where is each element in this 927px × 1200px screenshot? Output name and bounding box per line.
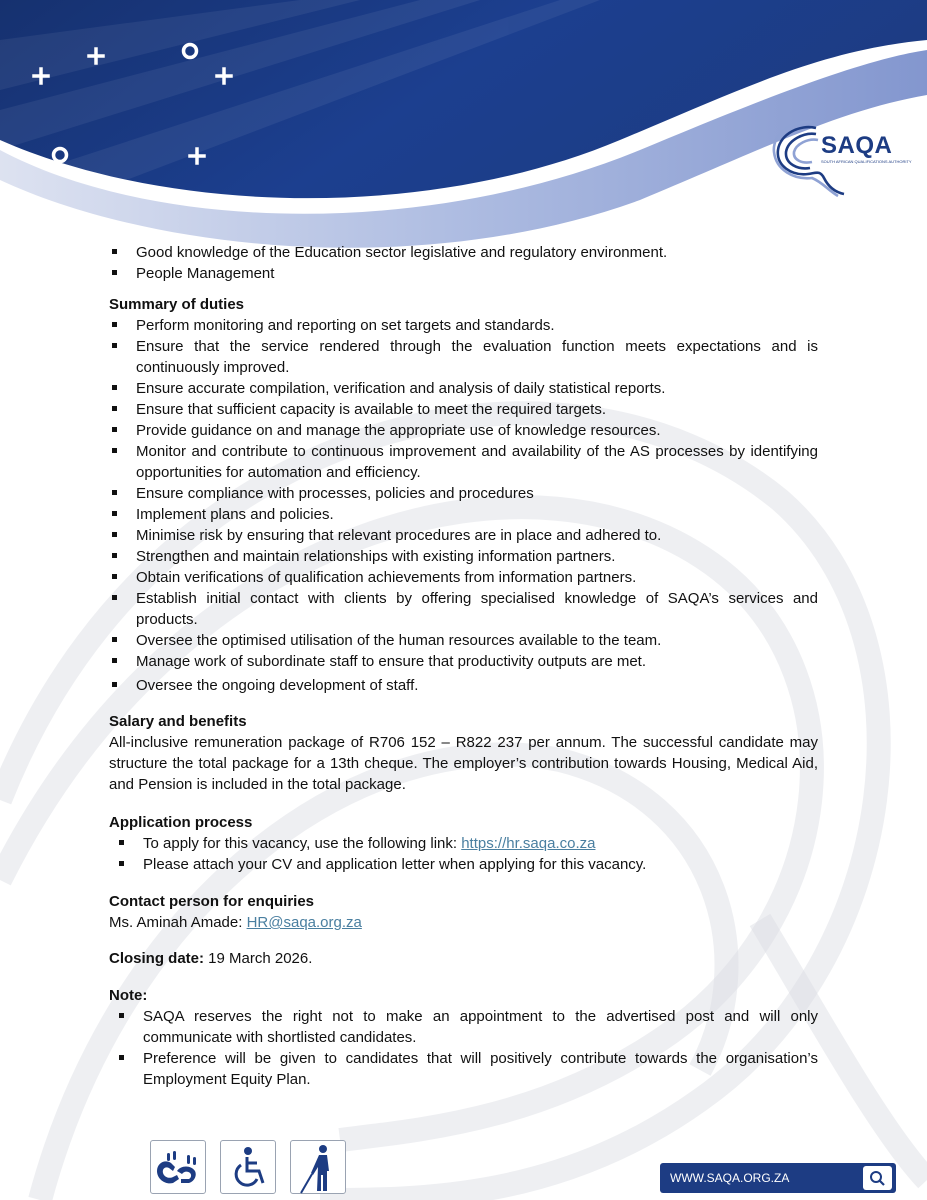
- list-item: Establish initial contact with clients by offering specialised knowledge of SAQA’s services and products.: [109, 588, 818, 630]
- list-item: Oversee the ongoing development of staff.: [109, 675, 818, 696]
- duties-list: [109, 315, 818, 696]
- contact-title: Contact person for enquiries: [109, 893, 315, 910]
- list-item: Provide guidance on and manage the appropriate use of knowledge resources.: [109, 420, 818, 441]
- wheelchair-icon: [220, 1140, 276, 1194]
- search-icon: [863, 1166, 892, 1190]
- list-item: Ensure compliance with processes, policies and procedures: [109, 483, 818, 504]
- list-item: SAQA reserves the right not to make an appointment to the advertised post and will only communicate with shortlisted candidates.: [109, 1006, 818, 1048]
- contact-email-link[interactable]: HR@saqa.org.za: [246, 914, 362, 931]
- list-item: People Management: [109, 263, 818, 284]
- list-item: Ensure accurate compilation, verification and analysis of daily statistical reports.: [109, 378, 818, 399]
- list-item: Minimise risk by ensuring that relevant procedures are in place and adhered to.: [109, 525, 818, 546]
- apply-link[interactable]: https://hr.saqa.co.za: [461, 835, 596, 852]
- website-url-bar[interactable]: [660, 1163, 896, 1193]
- salary-text: All-inclusive remuneration package of R706 152 – R822 237 per annum. The successful candidate may structure the total package for a 13th cheque. The employer’s contribution towards Housing, Medical Aid, and Pension is included in the total package.: [109, 734, 818, 793]
- list-item: Perform monitoring and reporting on set targets and standards.: [109, 315, 818, 336]
- list-item: Good knowledge of the Education sector legislative and regulatory environment.: [109, 242, 818, 263]
- salary-title: Salary and benefits: [109, 713, 247, 730]
- list-item: Obtain verifications of qualification achievements from information partners.: [109, 567, 818, 588]
- search-button[interactable]: [863, 1166, 892, 1190]
- list-item: Manage work of subordinate staff to ensure that productivity outputs are met.: [109, 651, 818, 672]
- website-url: WWW.SAQA.ORG.ZA: [670, 1171, 790, 1185]
- note-list: [109, 1006, 818, 1090]
- list-item: [109, 833, 818, 854]
- list-item: Oversee the optimised utilisation of the human resources available to the team.: [109, 630, 818, 651]
- application-title: Application process: [109, 814, 253, 831]
- logo-text: SAQA: [821, 132, 893, 159]
- contact-line: [109, 912, 818, 933]
- vacancy-content: [109, 242, 818, 1090]
- sign-language-icon: [150, 1140, 206, 1194]
- closing-date: [109, 948, 818, 969]
- blind-person-icon: [290, 1140, 346, 1194]
- list-item: Strengthen and maintain relationships with existing information partners.: [109, 546, 818, 567]
- list-item: Monitor and contribute to continuous improvement and availability of the AS processes by identifying opportunities for automation and efficiency.: [109, 441, 818, 483]
- application-list: [109, 833, 818, 875]
- apply-text: To apply for this vacancy, use the following link:: [143, 835, 462, 852]
- note-title: Note:: [109, 987, 148, 1004]
- list-item: Ensure that the service rendered through the evaluation function meets expectations and is continuously improved.: [109, 336, 818, 378]
- list-item: Preference will be given to candidates that will positively contribute towards the organisation’s Employment Equity Plan.: [109, 1048, 818, 1090]
- list-item: Implement plans and policies.: [109, 504, 818, 525]
- contact-name: Ms. Aminah Amade:: [109, 914, 247, 931]
- list-item: Please attach your CV and application letter when applying for this vacancy.: [109, 854, 818, 875]
- logo-subtext: SOUTH AFRICAN QUALIFICATIONS AUTHORITY: [821, 159, 912, 164]
- closing-date-value: 19 March 2026.: [204, 950, 313, 967]
- closing-date-label: Closing date:: [109, 950, 205, 967]
- duties-title: Summary of duties: [109, 296, 245, 313]
- requirements-list: [109, 242, 818, 284]
- list-item: Ensure that sufficient capacity is available to meet the required targets.: [109, 399, 818, 420]
